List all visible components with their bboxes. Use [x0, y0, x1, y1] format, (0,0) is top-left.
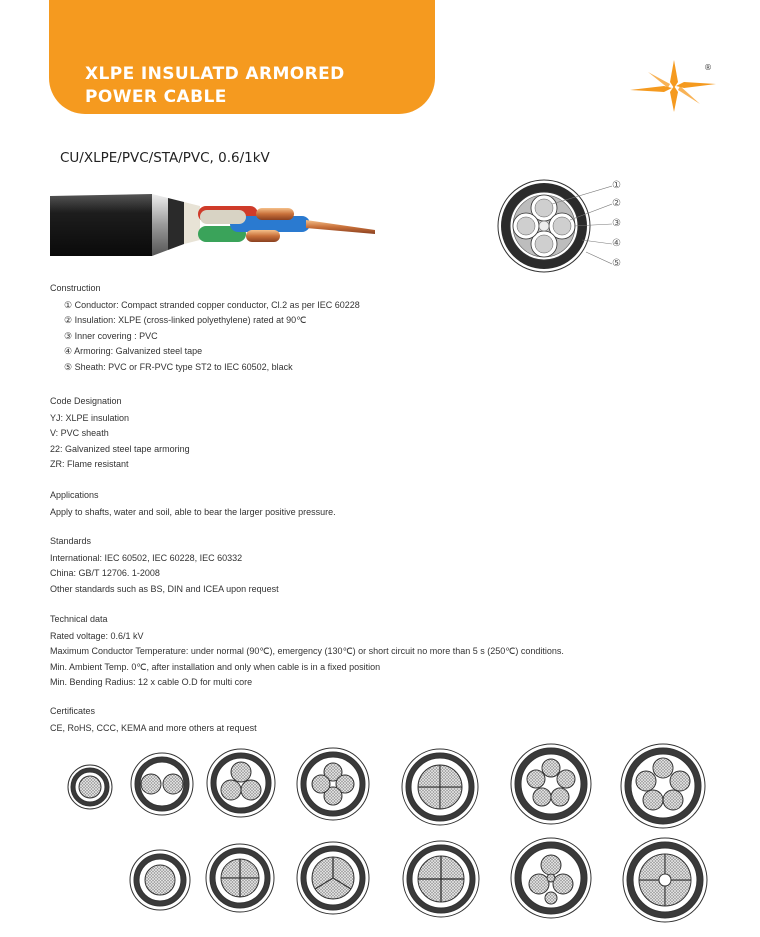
standards-section — [50, 534, 279, 597]
certificates-section — [50, 704, 257, 736]
variant-3-core-icon — [207, 749, 275, 817]
technical-data-heading: Technical data — [50, 614, 108, 624]
variant-2-core-icon — [131, 753, 193, 815]
title-banner — [49, 0, 435, 114]
code-item: ZR: Flame resistant — [50, 459, 129, 469]
code-designation-heading: Code Designation — [50, 396, 122, 406]
callout-5: ⑤ — [612, 258, 621, 269]
construction-item: ① Conductor: Compact stranded copper conductor, Cl.2 as per IEC 60228 — [64, 299, 360, 310]
title-line-2: POWER CABLE — [85, 87, 227, 107]
variant-4-core-sector-large-icon — [403, 841, 479, 917]
cable-variants-gallery — [0, 740, 760, 937]
variant-4-plus-1-core-icon — [623, 838, 707, 922]
variant-1-core-armored-icon — [130, 850, 190, 910]
callout-3: ③ — [612, 218, 621, 229]
construction-item: ④ Armoring: Galvanized steel tape — [64, 346, 203, 356]
variant-5-core-large-icon — [621, 744, 705, 828]
title-line-1: XLPE INSULATD ARMORED — [85, 64, 345, 84]
variant-3-core-sector-icon — [297, 842, 369, 914]
callout-1: ① — [612, 180, 621, 191]
code-item: 22: Galvanized steel tape armoring — [50, 443, 190, 454]
standards-heading: Standards — [50, 536, 92, 546]
standards-item: Other standards such as BS, DIN and ICEA upon request — [50, 583, 279, 594]
variant-5-core-icon — [511, 744, 591, 824]
code-item: YJ: XLPE insulation — [50, 412, 130, 423]
variant-2-core-sector-icon — [206, 844, 274, 912]
standards-item: International: IEC 60502, IEC 60228, IEC 60332 — [50, 552, 243, 563]
construction-item: ③ Inner covering : PVC — [64, 330, 158, 341]
construction-section — [50, 281, 360, 375]
code-item: V: PVC sheath — [50, 428, 109, 438]
callout-2: ② — [612, 198, 621, 209]
applications-heading: Applications — [50, 490, 99, 500]
construction-item: ② Insulation: XLPE (cross-linked polyethylene) rated at 90℃ — [64, 315, 307, 325]
cable-cross-section-diagram — [494, 176, 612, 276]
cable-photo-image — [50, 186, 380, 266]
technical-item: Maximum Conductor Temperature: under normal (90℃), emergency (130℃) or short circuit no more than 5 s (250℃) conditions. — [50, 646, 564, 656]
certificates-heading: Certificates — [50, 706, 96, 716]
technical-item: Rated voltage: 0.6/1 kV — [50, 630, 144, 641]
applications-text: Apply to shafts, water and soil, able to bear the larger positive pressure. — [50, 506, 336, 517]
variant-1-core-icon — [68, 765, 112, 809]
standards-item: China: GB/T 12706. 1-2008 — [50, 568, 160, 578]
callout-4: ④ — [612, 238, 621, 249]
construction-heading: Construction — [50, 283, 101, 293]
technical-item: Min. Ambient Temp. 0℃, after installation and only when cable is in a fixed position — [50, 661, 381, 672]
technical-data-section — [50, 612, 564, 691]
variant-4-core-icon — [297, 748, 369, 820]
technical-item: Min. Bending Radius: 12 x cable O.D for multi core — [50, 677, 253, 687]
variant-4-core-sector-icon — [402, 749, 478, 825]
cable-spec-subtitle: CU/XLPE/PVC/STA/PVC, 0.6/1kV — [60, 150, 270, 166]
variant-3-plus-2-core-icon — [511, 838, 591, 918]
certificates-text: CE, RoHS, CCC, KEMA and more others at request — [50, 722, 257, 733]
brand-logo-icon — [628, 58, 718, 114]
code-designation-section — [50, 394, 190, 473]
construction-item: ⑤ Sheath: PVC or FR-PVC type ST2 to IEC 60502, black — [64, 361, 293, 372]
applications-section — [50, 488, 336, 520]
registered-mark: ® — [704, 63, 712, 72]
